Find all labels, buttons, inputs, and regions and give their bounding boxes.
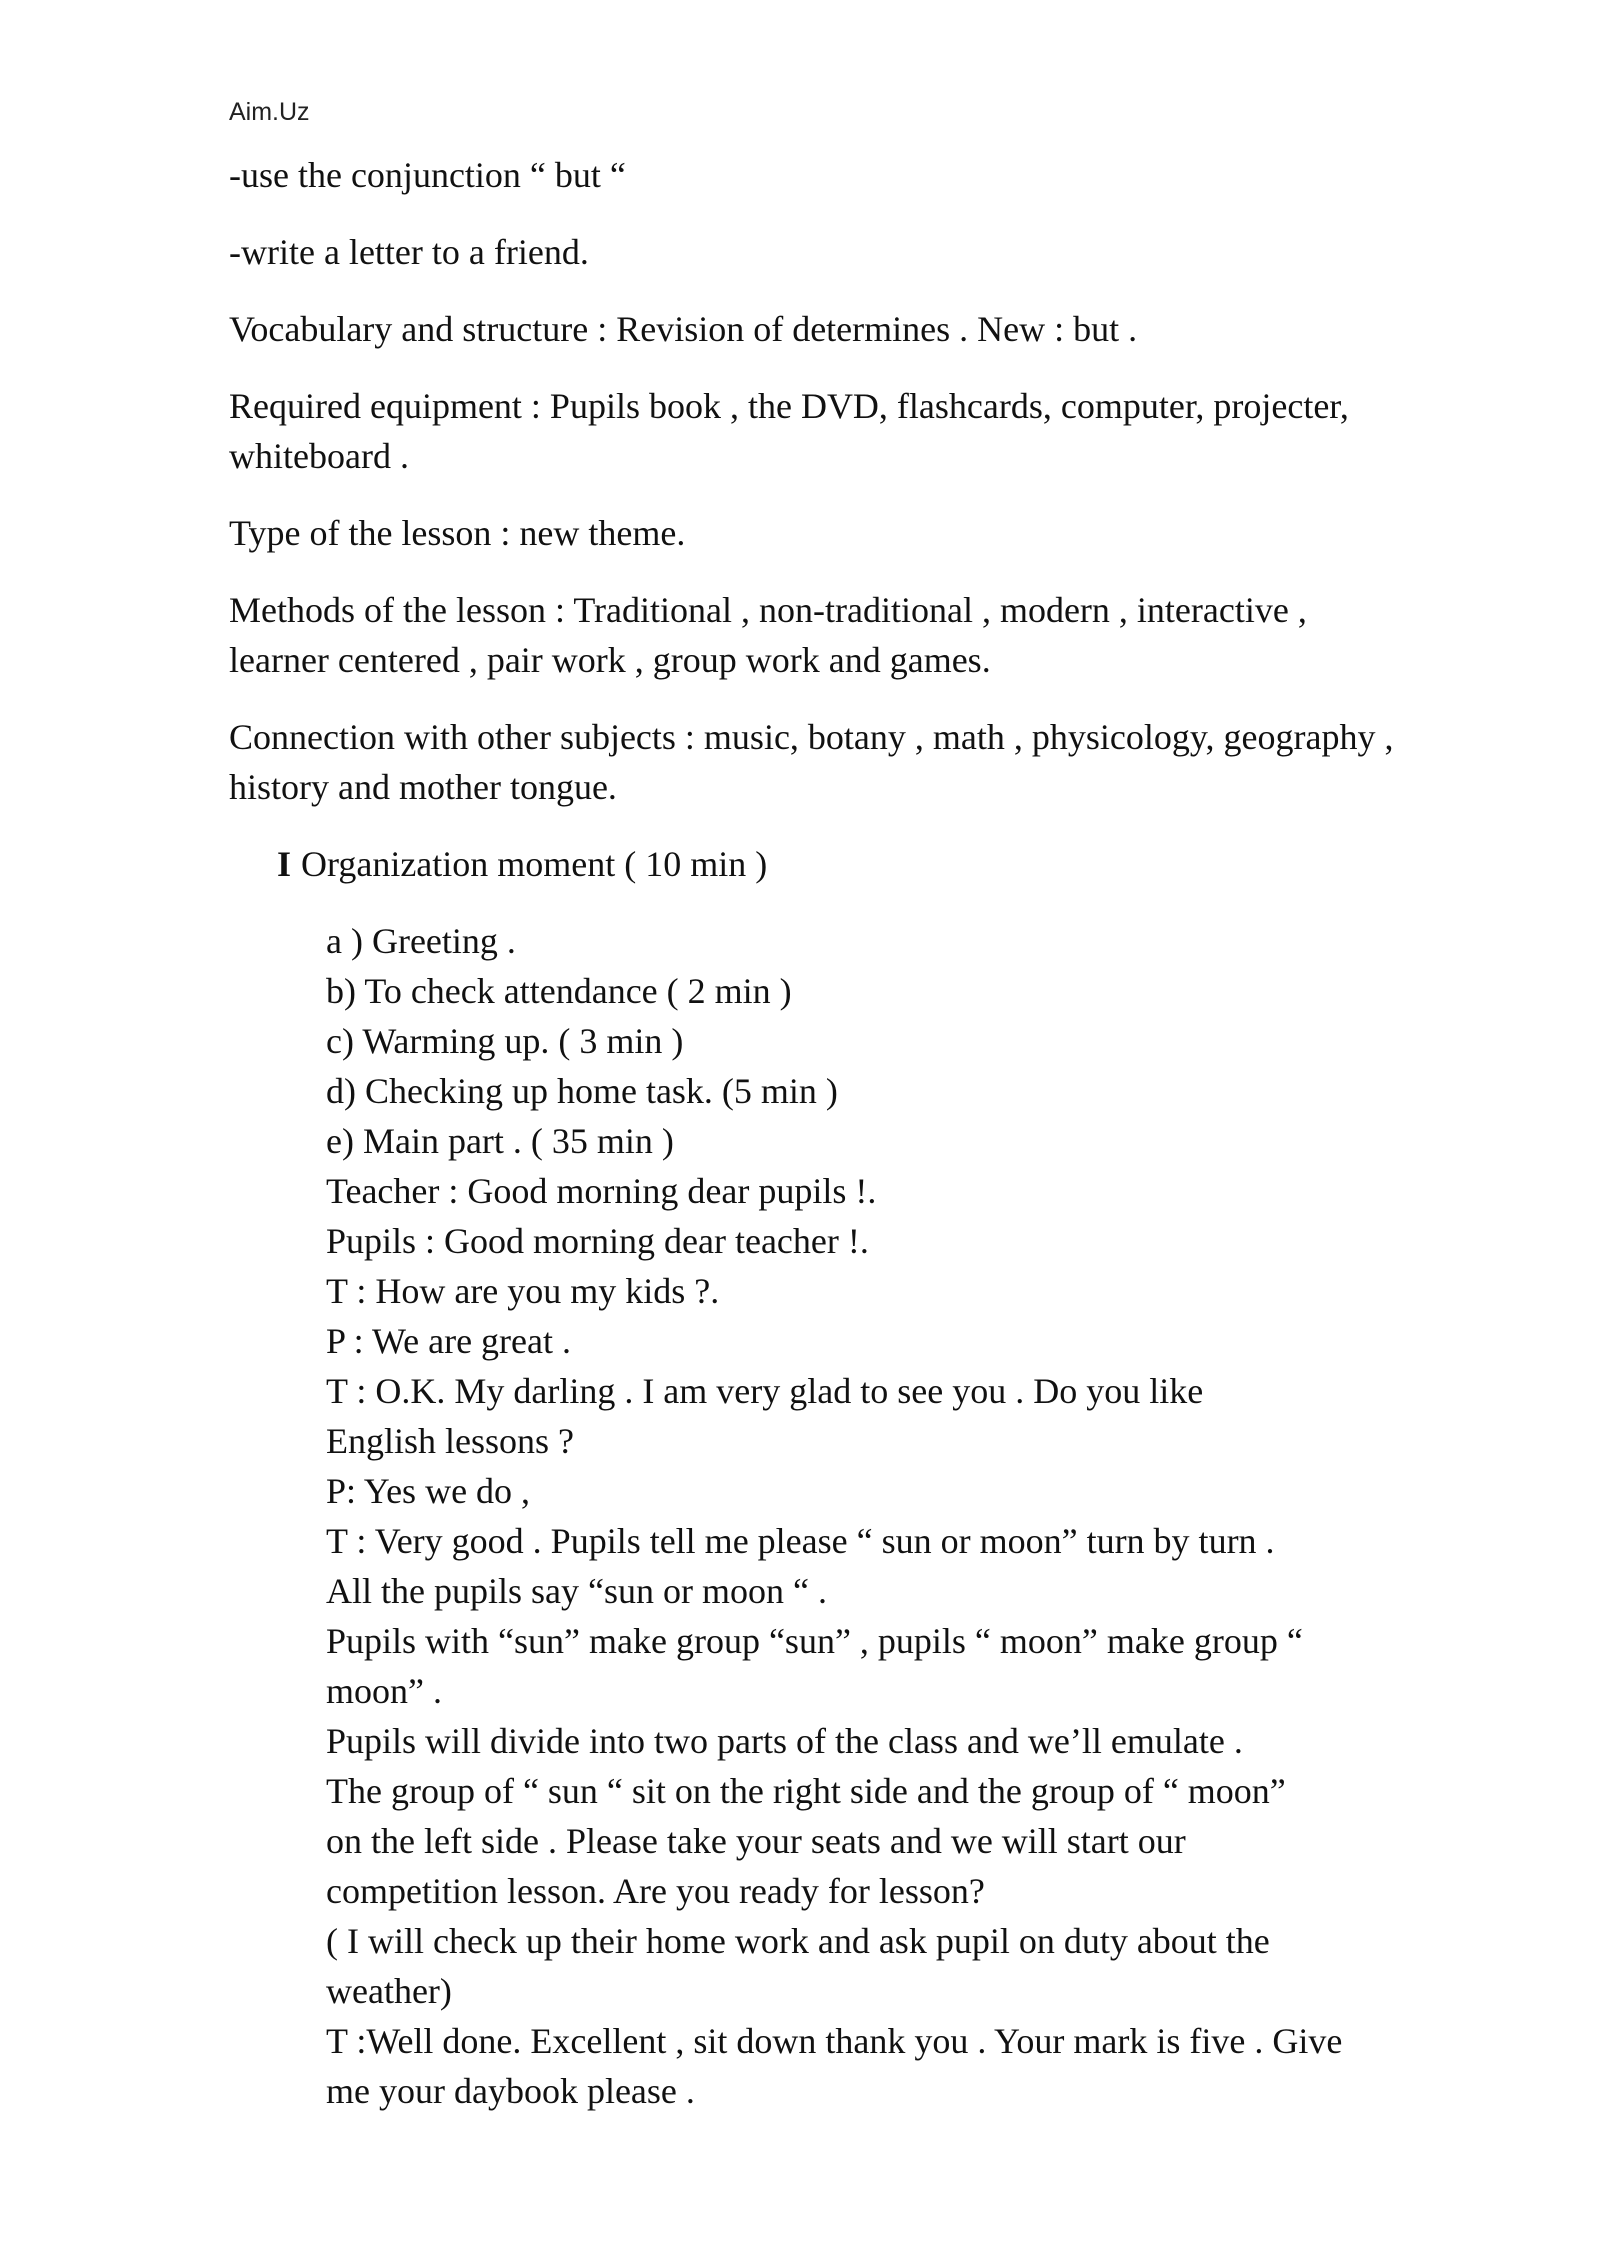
connection-line: history and mother tongue. [229, 767, 617, 807]
body-line: Pupils with “sun” make group “sun” , pupils “ moon” make group “ [326, 1621, 1303, 1661]
body-line: a ) Greeting . [326, 921, 516, 961]
connection-line: Connection with other subjects : music, botany , math , physicology, geography , [229, 717, 1394, 757]
body-line: b) To check attendance ( 2 min ) [326, 971, 792, 1011]
body-line: English lessons ? [326, 1421, 574, 1461]
body-line: on the left side . Please take your seats and we will start our [326, 1821, 1186, 1861]
body-line: T :Well done. Excellent , sit down thank you . Your mark is five . Give [326, 2021, 1343, 2061]
body-line: T : Very good . Pupils tell me please “ sun or moon” turn by turn . [326, 1521, 1275, 1561]
body-line: T : O.K. My darling . I am very glad to see you . Do you like [326, 1371, 1204, 1411]
body-line: competition lesson. Are you ready for lesson? [326, 1871, 985, 1911]
site-header: Aim.Uz [229, 98, 310, 126]
body-line: me your daybook please . [326, 2071, 695, 2111]
body-line: Teacher : Good morning dear pupils !. [326, 1171, 877, 1211]
section-title: Organization moment ( 10 min ) [301, 844, 768, 884]
methods-line: Methods of the lesson : Traditional , non-traditional , modern , interactive , [229, 590, 1307, 630]
body-line: moon” . [326, 1671, 442, 1711]
body-line: P: Yes we do , [326, 1471, 531, 1511]
body-line: c) Warming up. ( 3 min ) [326, 1021, 684, 1061]
body-line: P : We are great . [326, 1321, 572, 1361]
body-line: e) Main part . ( 35 min ) [326, 1121, 674, 1161]
body-line: Pupils will divide into two parts of the class and we’ll emulate . [326, 1721, 1243, 1761]
body-line: ( I will check up their home work and ask pupil on duty about the [326, 1921, 1270, 1961]
methods-line: learner centered , pair work , group work and games. [229, 640, 991, 680]
body-line: d) Checking up home task. (5 min ) [326, 1071, 838, 1111]
vocabulary-line: Vocabulary and structure : Revision of determines . New : but . [229, 309, 1138, 349]
body-line: All the pupils say “sun or moon “ . [326, 1571, 827, 1611]
section-number: I [277, 844, 292, 884]
section-heading [277, 842, 767, 886]
equipment-line: Required equipment : Pupils book , the DVD, flashcards, computer, projecter, [229, 386, 1349, 426]
equipment-line: whiteboard . [229, 436, 409, 476]
body-line: Pupils : Good morning dear teacher !. [326, 1221, 869, 1261]
objective-line: -write a letter to a friend. [229, 232, 589, 272]
body-line: weather) [326, 1971, 452, 2011]
body-line: T : How are you my kids ?. [326, 1271, 720, 1311]
body-line: The group of “ sun “ sit on the right side and the group of “ moon” [326, 1771, 1286, 1811]
lesson-type-line: Type of the lesson : new theme. [229, 513, 686, 553]
objective-line: -use the conjunction “ but “ [229, 155, 626, 195]
